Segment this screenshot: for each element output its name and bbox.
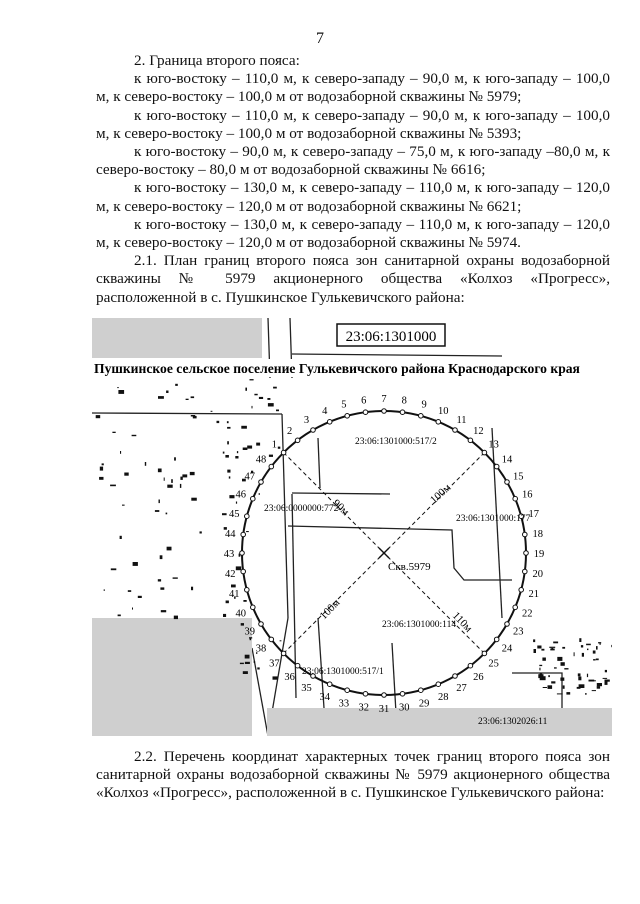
boundary-point [523,532,528,537]
map-speckle [539,668,540,671]
point-label: 38 [255,643,267,655]
map-speckle [256,443,260,446]
point-label: 15 [512,471,524,483]
map-speckle [551,648,553,650]
map-speckle [166,513,168,515]
zone-item-2: к юго-востоку – 110,0 м, к северо-западу – 90,0 м, к юго-западу – 100,0 м, к северо-востоку – 100,0 м от водозаборной скважины № 5393; [96,106,610,142]
boundary-point [519,588,524,593]
boundary-point [269,464,274,469]
map-speckle [553,642,558,644]
map-speckle [145,462,146,466]
map-speckle [191,498,197,501]
point-label: 2 [286,426,293,437]
map-speckle [241,623,244,626]
map-speckle [225,455,229,458]
map-speckle [597,686,600,689]
map-speckle [257,667,259,669]
map-speckle [276,410,279,412]
point-label: 7 [381,394,387,405]
boundary-point [295,438,300,443]
boundary-point [251,605,256,610]
map-speckle [243,448,248,451]
map-speckle [227,427,230,429]
map-speckle [223,614,226,617]
map-speckle [605,670,607,672]
map-speckle [254,394,257,396]
map-speckle [534,649,537,653]
boundary-point [240,551,245,556]
boundary-point [295,663,300,668]
distance-label-nw: 90м [329,497,352,519]
map-speckle [120,451,121,454]
map-speckle [160,587,164,589]
boundary-point [241,532,246,537]
map-speckle [111,568,117,570]
map-speckle [578,677,581,681]
map-speckle [252,406,253,409]
map-speckle [549,647,555,648]
map-speckle [563,685,565,688]
point-label: 23 [512,626,524,638]
boundary-point [345,414,350,419]
boundary-point [281,450,286,455]
boundary-point [468,438,473,443]
point-label: 19 [533,549,545,560]
point-label: 27 [456,683,467,695]
map-speckle [579,638,581,642]
parcel-label-772: 23:06:0000000:772 [264,504,339,514]
point-label: 6 [361,395,367,407]
map-speckle [557,657,562,661]
map-speckle [561,662,565,666]
map-speckle [120,536,122,539]
map-speckle [222,513,227,515]
map-speckle [166,391,168,394]
map-speckle [104,590,105,591]
map-speckle [167,485,172,488]
zone-item-3: к юго-востоку – 90,0 м, к северо-западу – 75,0 м, к юго-западу –80,0 м, к северо-востоку – 80,0 м от водозаборной скважины № 6616; [96,143,610,179]
boundary-point [251,496,256,501]
map-speckle [243,671,248,674]
map-speckle [128,590,131,592]
boundary-point [505,480,510,485]
map-speckle [566,692,570,695]
point-label: 32 [358,702,370,714]
map-speckle [240,663,244,664]
map-speckle [280,640,282,641]
boundary-point [269,637,274,642]
boundary-point [453,674,458,679]
map-speckle [603,678,608,679]
map-speckle [578,673,581,676]
map-speckle [593,651,596,654]
well-label: Скв.5979 [388,561,431,573]
map-speckle [235,456,238,459]
map-speckle [217,421,220,423]
boundary-point [482,651,487,656]
boundary-point [245,514,250,519]
map-speckle [582,653,584,657]
point-label: 25 [488,658,499,670]
boundary-point [482,450,487,455]
map-speckle [250,638,252,641]
section-2-2-text [96,748,610,803]
point-label: 42 [225,569,236,581]
map-speckle [132,608,133,610]
page-number: 7 [316,30,324,47]
map-speckle [562,647,565,649]
map-speckle [560,678,564,681]
point-label: 39 [244,626,256,638]
map-speckle [161,610,166,612]
boundary-point [436,682,441,687]
map-speckle [174,616,178,620]
map-speckle [102,463,104,465]
boundary-point [382,409,387,414]
boundary-point [259,622,264,627]
point-label: 47 [244,471,256,483]
boundary-point [494,637,499,642]
map-speckle [267,398,270,400]
boundary-point [505,622,510,627]
boundary-point [259,480,264,485]
boundary-point [400,692,405,697]
point-label: 48 [255,454,267,466]
map-speckle [112,432,115,433]
map-speckle [599,644,601,645]
parcel-label-114: 23:06:1301000:114 [382,620,457,630]
map-speckle [227,421,229,423]
point-label: 11 [456,414,467,426]
boundary-point [241,569,246,574]
map-speckle [124,473,128,476]
point-label: 8 [401,395,407,407]
map-speckle [182,474,187,477]
map-speckle [605,681,608,685]
map-speckle [551,681,555,683]
point-label: 46 [235,489,247,501]
map-speckle [211,411,213,412]
parcel-label-177: 23:06:1301000:177 [456,514,531,524]
map-speckle [598,642,601,643]
point-label: 14 [501,454,513,466]
boundary-point [524,551,529,556]
boundary-point [382,693,387,698]
point-label: 13 [488,439,499,451]
map-speckle [246,531,249,532]
point-label: 16 [521,489,533,501]
point-label: 22 [521,608,533,620]
map-speckle [223,452,225,454]
boundary-point [523,569,528,574]
distance-label-ne: 100м [427,481,454,507]
boundary-point [513,605,518,610]
map-speckle [554,667,557,668]
map-speckle [245,655,250,659]
zone-item-4: к юго-востоку – 130,0 м, к северо-западу – 110,0 м, к юго-западу – 120,0 м, к северо-востоку – 120,0 м от водозаборной скважины № 6621; [96,179,610,215]
boundary-point [400,410,405,415]
point-label: 31 [378,704,390,715]
map-speckle [241,426,247,429]
map-speckle [229,476,231,478]
map-speckle [611,645,612,647]
map-speckle [533,639,535,642]
point-label: 17 [528,508,539,520]
boundary-point [513,496,518,501]
point-label: 45 [229,508,240,520]
map-speckle [247,446,252,449]
point-label: 34 [319,692,330,704]
distance-label-sw: 100м [317,596,343,623]
boundary-point [281,651,286,656]
map-speckle [273,387,277,389]
map-speckle [593,659,596,660]
point-label: 44 [225,528,236,540]
plan-intro: 2.1. План границ второго пояса зон санитарной охраны водозаборной скважины № 5979 акционерного общества «Колхоз «Прогресс», расположенной в с. Пушкинское Гулькевичского района: [96,252,610,306]
map-speckle [586,644,591,646]
map-speckle [548,675,550,677]
map-speckle [138,596,142,598]
point-label: 41 [229,589,240,601]
map-speckle [237,451,238,453]
map-speckle [200,531,202,533]
boundary-point [436,420,441,425]
map-speckle [229,495,234,498]
map-speckle [173,577,178,578]
boundary-point [419,414,424,419]
map-speckle [227,441,229,444]
map-speckle [548,685,553,689]
boundary-point [419,688,424,693]
map-speckle [269,455,273,457]
point-label: 21 [528,589,539,601]
zone-item-5: к юго-востоку – 130,0 м, к северо-западу – 110,0 м, к юго-западу – 120,0 м, к северо-востоку – 120,0 м от водозаборной скважины № 5974. [96,215,610,252]
map-speckle [259,493,260,494]
map-speckle [587,674,588,677]
map-speckle [186,399,189,400]
map-speckle [191,587,193,591]
map-speckle [110,485,116,487]
map-speckle [167,547,172,551]
zone-item-1: к юго-востоку – 110,0 м, к северо-западу – 90,0 м, к юго-западу – 100,0 м, к северо-востоку – 100,0 м от водозаборной скважины № 5979; [96,70,610,106]
map-title: Пушкинское сельское поселение Гулькевичского района Краснодарского края [94,361,580,376]
point-label: 4 [322,405,328,417]
point-label: 33 [338,698,350,710]
map-speckle [132,435,137,436]
map-speckle [100,467,103,471]
map-speckle [236,502,237,504]
map-speckle [158,579,161,581]
point-label: 36 [284,672,295,683]
map-speckle [231,585,236,588]
section-2-heading: 2. Граница второго пояса: [134,52,300,69]
map-speckle [542,658,546,661]
cadastral-block-label: 23:06:1301000 [345,329,437,345]
map-speckle [155,510,159,512]
map-speckle [133,562,138,566]
map-speckle [190,472,195,475]
map-speckle [537,646,541,649]
map-speckle [590,680,596,681]
map-speckle [227,470,230,473]
point-label: 5 [341,399,347,411]
point-label: 37 [269,658,280,670]
point-label: 1 [271,439,278,451]
point-label: 43 [223,549,235,560]
parcel-label-517-1: 23:06:1301000:517/1 [302,667,384,677]
map-speckle [174,457,176,460]
map-speckle [180,484,181,488]
boundary-point [363,692,368,697]
map-speckle [175,384,178,386]
map-speckle [543,687,547,688]
point-label: 26 [473,672,484,683]
map-speckle [159,500,160,504]
boundary-point [468,663,473,668]
map-speckle [245,388,247,391]
point-label: 30 [398,702,410,714]
boundary-point [311,428,316,433]
map-speckle [158,469,162,473]
map-speckle [273,676,278,679]
map-speckle [236,566,241,570]
map-speckle [581,645,583,647]
map-speckle [585,693,587,695]
point-label: 3 [303,414,310,426]
map-speckle [574,652,575,656]
parcel-label-1302026: 23:06:1302026:11 [478,717,548,727]
boundary-point [327,420,332,425]
map-speckle [122,505,125,506]
point-label: 29 [418,698,430,710]
map-speckle [160,555,163,559]
map-speckle [158,396,164,399]
parcel-label-517-2: 23:06:1301000:517/2 [355,437,437,447]
distance-label-se: 110м [449,609,475,635]
map-speckle [226,601,229,604]
map-speckle [99,477,103,480]
point-label: 35 [301,683,312,695]
point-label: 12 [473,426,484,437]
point-label: 24 [501,643,513,655]
map-speckle [564,668,568,669]
map-speckle [597,683,602,686]
boundary-point [327,682,332,687]
map-speckle [96,415,101,418]
map-speckle [117,387,118,388]
point-label: 20 [532,569,543,581]
map-speckle [250,379,254,380]
map-speckle [245,662,250,664]
point-label: 9 [421,399,427,411]
map-speckle [118,615,121,617]
map-speckle [191,396,195,398]
map-speckle [596,659,599,661]
point-label: 10 [438,405,449,417]
map-speckle [259,397,263,399]
map-speckle [587,649,588,651]
coordinates-intro: 2.2. Перечень координат характерных точек границ второго пояса зон санитарной охраны водозаборной скважины № 5979 акционерного общества «Колхоз «Прогресс», расположенной в с. Пушкинское Гулькевичского района: [96,748,610,802]
section-2-text [96,52,610,307]
boundary-point [345,688,350,693]
map-speckle [268,403,274,406]
map-speckle [577,687,581,689]
boundary-point [494,464,499,469]
boundary-point [363,410,368,415]
point-label: 28 [438,692,449,704]
map-speckle [539,665,542,666]
boundary-point [453,428,458,433]
map-speckle [254,661,255,663]
map-speckle [278,447,281,449]
map-speckle [596,646,598,650]
map-speckle [164,478,165,481]
point-label: 18 [532,528,543,540]
map-speckle [243,600,246,602]
map-speckle [118,390,124,394]
map-speckle [191,415,195,417]
map-speckle [541,649,544,651]
map-speckle [540,676,546,680]
map-speckle [592,690,596,691]
map-speckle [557,693,563,694]
map-speckle [171,479,173,483]
boundary-map [92,318,612,736]
boundary-point [245,588,250,593]
point-label: 40 [235,608,247,620]
